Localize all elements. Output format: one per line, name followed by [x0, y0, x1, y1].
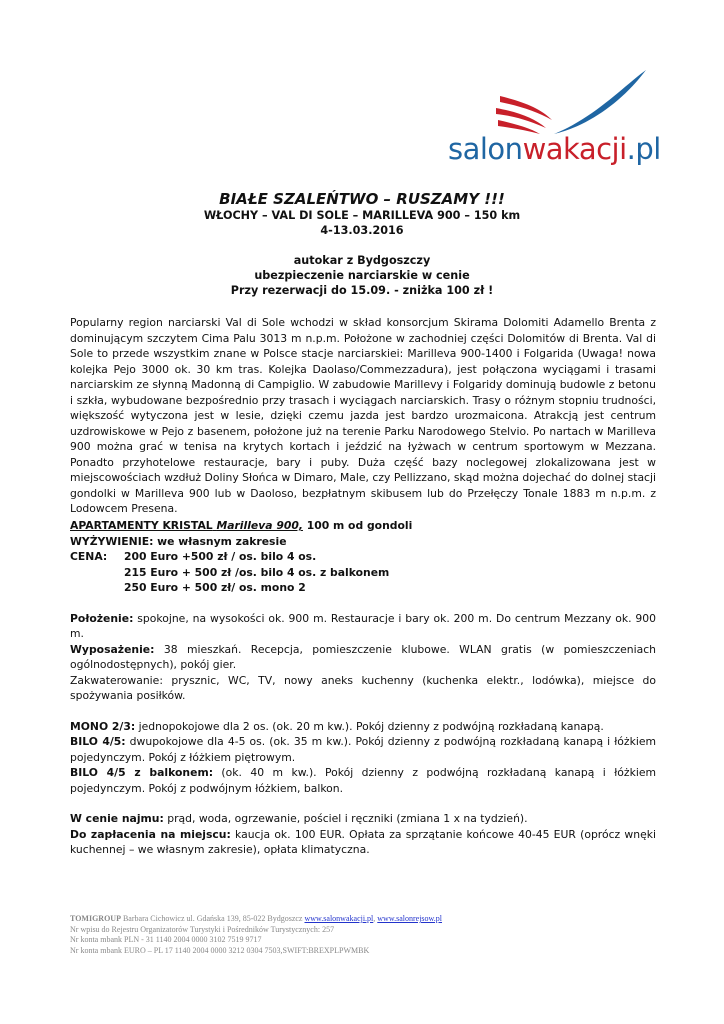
- cruise-website-link[interactable]: www.salonrejsow.pl: [377, 914, 443, 923]
- accommodation-line: Zakwaterowanie: prysznic, WC, TV, nowy aneks kuchenny (kuchenka elektr., lodówka), miejsce do spożywania posiłków.: [70, 673, 656, 702]
- apartment-section: [70, 518, 656, 858]
- costs-group: [70, 811, 656, 858]
- price-row: 250 Euro + 500 zł/ os. mono 2: [124, 581, 306, 594]
- details-group: [70, 611, 656, 704]
- dates-line: 4-13.03.2016: [320, 224, 404, 237]
- onsite-costs-line: Do zapłacenia na miejscu: kaucja ok. 100 EUR. Opłata za sprzątanie końcowe 40-45 EUR (oprócz wnęki kuchennej – we własnym zakresie), opłata klimatyczna.: [70, 827, 657, 856]
- price-row: 215 Euro + 500 zł /os. bilo 4 os. z balkonem: [124, 565, 390, 579]
- page-title: BIAŁE SZALEŃTWO – RUSZAMY !!!: [219, 190, 505, 208]
- price-row: CENA: 200 Euro +500 zł / os. bilo 4 os.: [70, 550, 317, 563]
- insurance-line: ubezpieczenie narciarskie w cenie: [254, 269, 470, 282]
- bilo-line: BILO 4/5: dwupokojowe dla 4-5 os. (ok. 35 m kw.). Pokój dzienny z podwójną rozkładaną kanapą i łóżkiem pojedynczym. Pokój z łóżkiem piętrowym.: [70, 735, 656, 764]
- mono-line: MONO 2/3: jednopokojowe dla 2 os. (ok. 20 m kw.). Pokój dzienny z podwójną rozkładaną kanapą.: [70, 719, 604, 733]
- footer-registry: Nr wpisu do Rejestru Organizatorów Turystyki i Pośredników Turystycznych: 257: [70, 924, 335, 934]
- footer-account-eur: Nr konta mbank EURO – PL 17 1140 2004 0000 3212 0304 7503,SWIFT:BREXPLPWMBK: [70, 945, 370, 955]
- footer-address: TOMIGROUP Barbara Cichowicz ul. Gdańska 139, 85-022 Bydgoszcz www.salonwakacji.pl, www.salonrejsow.pl: [70, 914, 443, 923]
- page-footer: [70, 914, 656, 956]
- room-types-group: [70, 719, 656, 797]
- location-line: Położenie: spokojne, na wysokości ok. 900 m. Restauracje i bary ok. 200 m. Do centrum Mezzany ok. 900 m.: [70, 611, 656, 640]
- transport-line: autokar z Bydgoszczy: [293, 254, 431, 267]
- company-logo: [448, 68, 661, 178]
- food-line: WYŻYWIENIE: we własnym zakresie: [70, 534, 287, 548]
- route-line: WŁOCHY – VAL DI SOLE – MARILLEVA 900 – 150 km: [203, 209, 521, 222]
- discount-line: Przy rezerwacji do 15.09. - zniżka 100 zł !: [230, 284, 494, 297]
- apartment-title: APARTAMENTY KRISTAL Marilleva 900, 100 m od gondoli: [70, 519, 413, 532]
- intro-paragraph: Popularny region narciarski Val di Sole wchodzi w skład konsorcjum Skirama Dolomiti Adamello Brenta z dominującym szczytem Cima Palu 3013 m n.p.m. Położone w zachodniej części Dolomitów di Brenta. Val di Sole to przede wszystkim znane w Polsce stacje narciarskiei: Marilleva 900-1400 i Folgarida (Uwaga! nowa kolejka Pejo 3000 ok. 30 km tras. Kolejka Daolaso/Commezzadura), jest połączona wyciągami i trasami narciarskim ze słynną Madonną di Campiglio. W zabudowie Marillevy i Folgaridy dominują budowle z betonu i szkła, wybudowane bezpośrednio przy trasach i wyciągach narciarskich. Trasy o różnym stopniu trudności, większość wytyczona jest w lesie, dzięki czemu jazda jest bardzo urozmaicona. Atrakcją jest centrum uzdrowiskowe w Pejo z basenem, położone już na terenie Parku Narodowego Stelvio. Po nartach w Marilleva 900 można grać w tenisa na krytych kortach i jeździć na łyżwach w centrum sportowym w Mezzana. Ponadto przyhotelowe restauracje, bary i puby. Duża część bazy noclegowej zlokalizowana jest w miejscowościach wzdłuż Doliny Słońca w Dimaro, Male, czy Pellizzano, skąd można dojechać do dolnej stacji gondolki w Marilleva 900 lub w Daoloso, bezpłatnym skibusem lub do Przełęczy Tonale 1883 m n.p.m. z Lodowcem Presena.: [70, 316, 656, 515]
- included-line: W cenie najmu: prąd, woda, ogrzewanie, pościel i ręczniki (zmiana 1 x na tydzień).: [70, 812, 528, 825]
- offer-header: [0, 190, 724, 298]
- equipment-line: Wyposażenie: 38 mieszkań. Recepcja, pomieszczenie klubowe. WLAN gratis (w pomieszczeniach ogólnodostępnych), pokój gier.: [70, 642, 656, 671]
- logo-wordmark: salonwakacji.pl: [448, 132, 661, 166]
- bilo-balcony-line: BILO 4/5 z balkonem: (ok. 40 m kw.). Pokój dzienny z podwójną rozkładaną kanapą i łóżkiem pojedynczym. Pokój z podwójnym łóżkiem, balkon.: [70, 766, 656, 795]
- website-link[interactable]: www.salonwakacji.pl: [304, 914, 374, 923]
- footer-account-pln: Nr konta mbank PLN - 31 1140 2004 0000 3102 7519 9717: [70, 935, 262, 944]
